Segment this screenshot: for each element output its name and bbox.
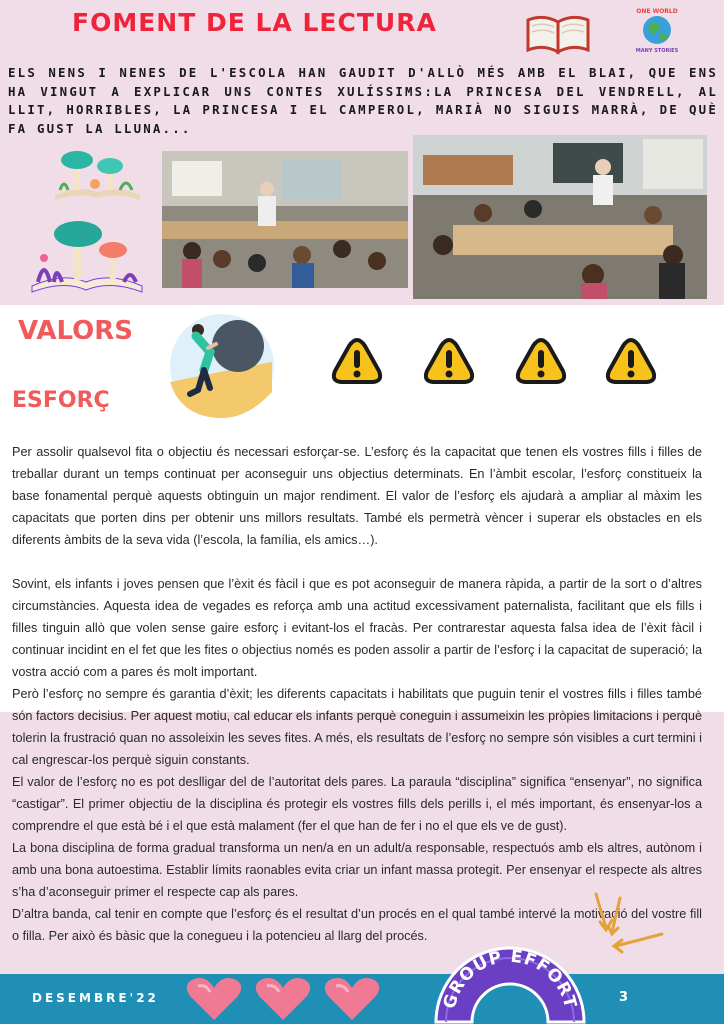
paragraph: La bona disciplina de forma gradual transforma un nen/a en un adult/a responsable, respectuós amb els altres, autònom i amb una bona autoestima. Establir límits raonables evita criar un infant massa protegit. Per ensenyar el respecte als altres s’ha d’aconseguir primer el respecte cap als pares. — [12, 841, 702, 899]
mushroom-illustration — [50, 140, 145, 205]
body-text — [12, 441, 702, 947]
badge-text-bottom: MANY STORIES — [635, 48, 679, 54]
warning-icon — [331, 337, 383, 385]
paragraph: El valor de l’esforç no es pot deslligar del de l’autoritat dels pares. La paraula “disciplina” significa “ensenyar”, no significa “castigar”. El primer objectiu de la disciplina és protegir els vostres fills dels perills i, el més important, és ensenyar-los a comprendre el que està bé i el que està malament (fer el que han de fer i no el que els ve de gust). — [12, 775, 702, 833]
paragraph: Però l’esforç no sempre és garantia d’èxit; les diferents capacitats i habilitats que puguin tenir el vostres fills i filles també són factors decisius. Per aquest motiu, cal educar els infants perquè coneguin i assumeixin les pròpies limitacions i perquè tolerin la frustració quan no assoleixin les seves fites. A més, els resultats de l’esforç no sempre són visibles a curt termini i cal engrescar-los perquè siguin constants. — [12, 687, 702, 767]
badge-text-top: ONE WORLD — [636, 8, 678, 15]
paragraph: D’altra banda, cal tenir en compte que l’esforç és el resultat d’un procés en el qual també intervé la motivació del vostre fill o filla. Per això és bàsic que la conegueu i la potencieu al llarg del procés. — [12, 907, 702, 943]
globe-icon — [632, 4, 682, 54]
mushroom-illustration — [24, 212, 149, 300]
paragraph: Per assolir qualsevol fita o objectiu és necessari esforçar-se. L’esforç és la capacitat que tenen els vostres fills i filles de treballar durant un temps continuat per aconseguir uns objectius determinats. En l’àmbit escolar, l’esforç constitueix la base fonamental perquè aquests obtinguin un major rendiment. El valor de l’esforç els ajudarà a ampliar al màxim les capacitats que porten dins per obtenir uns millors resultats. També els permetrà vèncer i superar els obstacles en els diferents àmbits de la seva vida (l’escola, la família, els amics…). — [12, 445, 702, 547]
footer-date: DESEMBRE'22 — [32, 991, 159, 1005]
open-book-icon — [524, 12, 592, 56]
intro-paragraph: ELS NENS I NENES DE L'ESCOLA HAN GAUDIT D'ALLÒ MÉS AMB EL BLAI, QUE ENS HA VINGUT A EXPLICAR UNS CONTES XULÍSSIMS:LA PRINCESA DEL VENDRELL, AL LLIT, HORRIBLES, LA PRINCESA I EL CAMPEROL, MARIÀ NO SIGUIS MARRÀ, DE QUÈ FA GUST LA LLUNA... — [8, 65, 718, 136]
group-effort-text: GROUP EFFORT — [439, 946, 581, 1012]
warning-icon — [423, 337, 475, 385]
section-heading-esforc: ESFORÇ — [12, 388, 110, 413]
warning-icon — [515, 337, 567, 385]
heart-icon — [322, 976, 382, 1022]
warning-icon — [605, 337, 657, 385]
heart-icon — [184, 976, 244, 1022]
classroom-photo — [413, 135, 707, 299]
paragraph: Sovint, els infants i joves pensen que l’èxit és fàcil i que es pot aconseguir de manera ràpida, a partir de la sort o d’altres circumstàncies. Aquesta idea de vegades es reforça amb una actitud excessivament paternalista, facilitant que els fills i filles tinguin allò que volen sense gaire esforç i evitant-los el fracàs. Per contrarestar aquesta falsa idea de l’èxit fàcil i continuar incidint en el fet que les fites o objectius només es poden assolir a partir de l’esforç i la capacitat de superació; la vostra acció com a pares és molt important. — [12, 577, 702, 679]
boulder-push-illustration — [168, 312, 276, 420]
page-number: 3 — [619, 990, 629, 1005]
arrow-icon — [590, 888, 670, 958]
group-effort-sticker — [430, 938, 590, 1024]
heart-icon — [253, 976, 313, 1022]
section-heading-valors: VALORS — [18, 316, 133, 346]
page-title: FOMENT DE LA LECTURA — [72, 8, 437, 37]
classroom-photo — [162, 151, 408, 288]
